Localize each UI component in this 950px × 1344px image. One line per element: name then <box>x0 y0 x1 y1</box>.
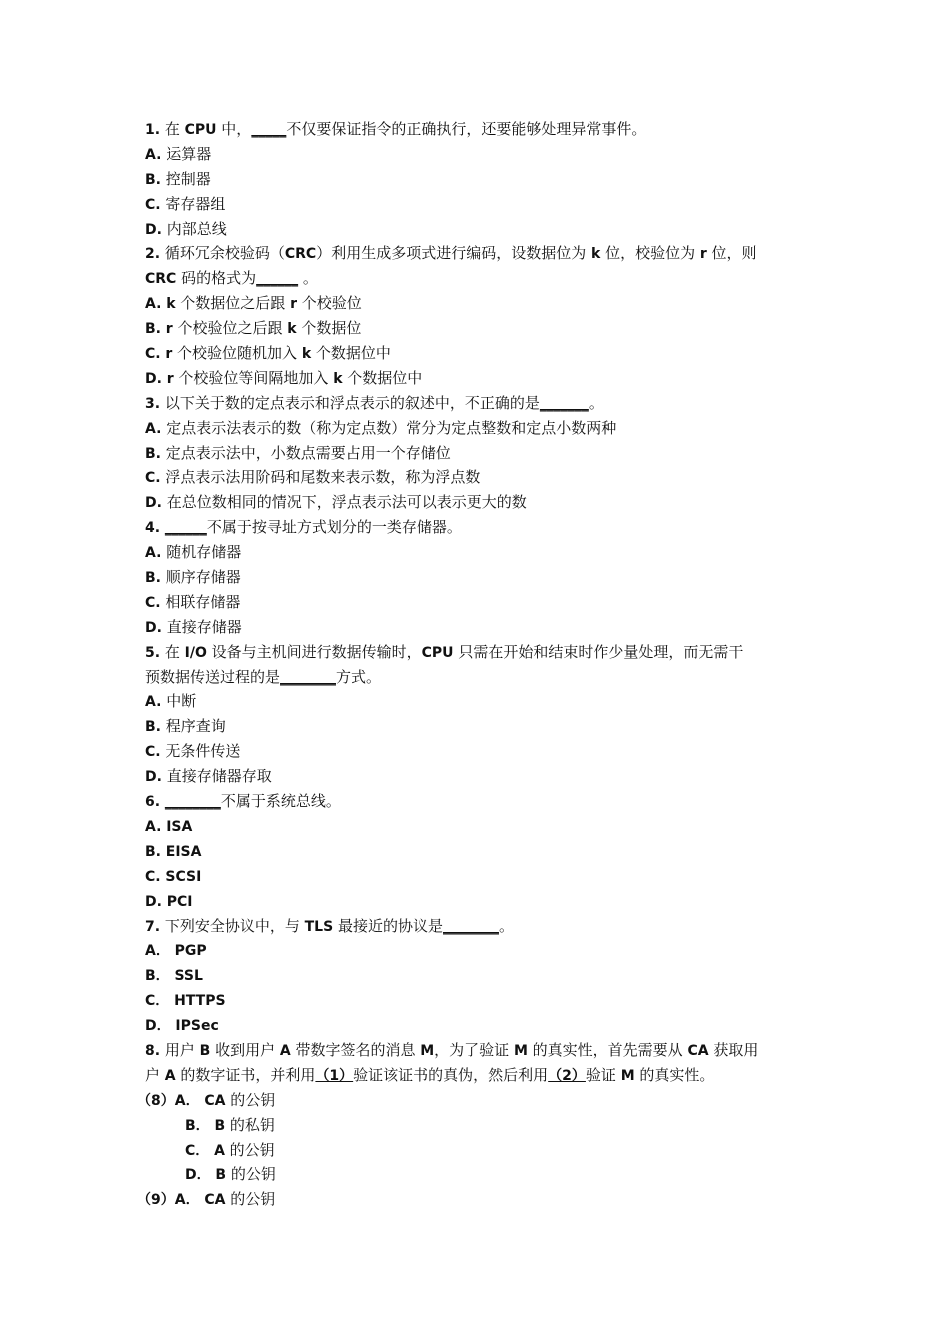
option-letter: B. <box>145 843 161 860</box>
answer-blank: （2） <box>548 1067 586 1084</box>
question-stem-continued <box>145 665 810 690</box>
option-line <box>145 540 810 565</box>
question-stem <box>145 640 810 665</box>
option-letter: A． <box>174 1192 200 1209</box>
question-stem-continued <box>145 266 810 291</box>
text-segment: 的公钥 <box>225 1090 276 1109</box>
option-line <box>145 988 810 1013</box>
option-letter: B. <box>145 445 161 462</box>
option-letter: D． <box>145 1018 171 1035</box>
option-text: 定点表示法中，小数点需要占用一个存储位 <box>165 443 451 462</box>
option-text: 定点表示法表示的数（称为定点数）常分为定点整数和定点小数两种 <box>166 418 617 437</box>
option-letter: C. <box>145 744 161 761</box>
answer-blank: ________ <box>280 669 337 686</box>
text-segment: ，为了验证 <box>434 1040 514 1059</box>
text-segment: A <box>164 1067 176 1084</box>
option-line <box>145 341 810 366</box>
option-letter: B. <box>145 570 161 587</box>
exam-document <box>137 117 810 1212</box>
text-segment: 个数据位 <box>296 319 362 338</box>
text-segment: 收到用户 <box>210 1040 280 1059</box>
text-segment: 个校验位之后跟 <box>172 319 288 338</box>
option-line <box>145 490 810 515</box>
question-number: 8. <box>145 1042 161 1059</box>
option-letter: C. <box>145 346 161 363</box>
option-line <box>145 366 810 391</box>
text-segment: CA <box>204 1192 226 1209</box>
option-letter: D． <box>185 1167 211 1184</box>
option-line <box>145 1013 810 1038</box>
text-segment: 的公钥 <box>224 1140 275 1159</box>
option-line <box>145 565 810 590</box>
option-letter: D. <box>145 619 162 636</box>
option-letter: D. <box>145 893 162 910</box>
option-line <box>145 689 810 714</box>
text-segment: 的私钥 <box>225 1115 275 1134</box>
sub-question-label: （8） <box>137 1092 175 1109</box>
text-segment: 。 <box>588 393 604 412</box>
option-letter: D. <box>145 495 162 512</box>
text-segment: 个数据位之后跟 <box>175 294 291 313</box>
text-segment: 个校验位 <box>296 294 362 313</box>
question-stem <box>145 391 810 416</box>
question-number: 1. <box>145 122 161 138</box>
answer-blank: _____ <box>251 122 287 138</box>
text-segment: k <box>287 321 297 338</box>
text-segment: 在 <box>164 642 185 661</box>
option-text: 随机存储器 <box>166 543 242 562</box>
option-letter: D. <box>145 769 162 786</box>
option-line <box>145 839 810 864</box>
text-segment: CA <box>687 1042 709 1059</box>
option-text: 中断 <box>166 692 197 711</box>
text-segment: 。 <box>498 916 514 935</box>
option-line <box>185 1113 810 1138</box>
text-segment: 用户 <box>164 1040 200 1059</box>
option-text: 内部总线 <box>166 219 227 238</box>
option-text: 相联存储器 <box>165 592 241 611</box>
question-number: 6. <box>145 794 161 811</box>
option-text: 直接存储器 <box>166 617 242 636</box>
question-stem <box>145 1038 810 1063</box>
option-line <box>145 714 810 739</box>
text-segment: M <box>513 1042 528 1059</box>
option-letter: C． <box>185 1142 210 1159</box>
option-line <box>145 316 810 341</box>
option-line <box>145 217 810 242</box>
text-segment: 方式。 <box>336 667 382 686</box>
option-letter: A． <box>174 1092 200 1109</box>
text-segment: B <box>214 1117 226 1134</box>
question-stem-continued <box>145 1063 810 1088</box>
text-segment: 下列安全协议中，与 <box>164 916 305 935</box>
option-letter: A. <box>145 420 162 437</box>
option-line <box>145 192 810 217</box>
option-text: 运算器 <box>166 144 212 163</box>
text-segment: B <box>199 1042 211 1059</box>
text-segment: I/O <box>184 644 207 661</box>
text-segment: r <box>165 346 173 363</box>
option-line <box>145 416 810 441</box>
option-letter: B． <box>185 1117 210 1134</box>
option-letter: B. <box>145 321 161 338</box>
text-segment: 的公钥 <box>226 1165 276 1184</box>
text-segment: B <box>215 1167 227 1184</box>
option-letter: A. <box>145 296 162 313</box>
text-segment: r <box>290 296 297 313</box>
answer-blank: ______ <box>256 271 299 288</box>
text-segment: r <box>699 246 707 263</box>
option-text: 在总位数相同的情况下，浮点表示法可以表示更大的数 <box>166 493 527 512</box>
text-segment: 预数据传送过程的是 <box>145 667 281 686</box>
text-segment: 带数字签名的消息 <box>290 1040 421 1059</box>
option-line <box>145 167 810 192</box>
text-segment: 不属于按寻址方式划分的一类存储器。 <box>206 518 462 537</box>
answer-blank: _______ <box>539 395 589 412</box>
option-line <box>145 764 810 789</box>
question-stem <box>145 789 810 814</box>
option-text: 无条件传送 <box>165 742 241 761</box>
option-line <box>145 739 810 764</box>
text-segment: ISA <box>166 818 193 835</box>
question-number: 3. <box>145 395 161 412</box>
text-segment: 的数字证书，并利用 <box>175 1065 316 1084</box>
option-line <box>145 938 810 963</box>
text-segment: TLS <box>304 918 334 935</box>
option-letter: C． <box>145 993 170 1010</box>
text-segment: 不仅要保证指令的正确执行，还要能够处理异常事件。 <box>286 120 647 138</box>
text-segment: 最接近的协议是 <box>333 916 443 935</box>
question-stem <box>145 515 810 540</box>
text-segment: 户 <box>145 1065 165 1084</box>
text-segment: 不属于系统总线。 <box>220 792 341 811</box>
text-segment: PCI <box>166 893 193 910</box>
option-line <box>145 465 810 490</box>
text-segment: M <box>420 1042 435 1059</box>
option-line <box>185 1162 810 1187</box>
option-line <box>145 889 810 914</box>
option-text: 直接存储器存取 <box>166 767 272 786</box>
text-segment: EISA <box>165 843 202 860</box>
text-segment: 以下关于数的定点表示和浮点表示的叙述中，不正确的是 <box>164 393 540 412</box>
option-text: 控制器 <box>165 169 211 188</box>
text-segment: M <box>620 1067 635 1084</box>
text-segment: 只需在开始和结束时作少量处理，而无需干 <box>453 642 744 661</box>
option-line <box>185 1138 810 1163</box>
option-letter: D. <box>145 370 162 387</box>
text-segment: k <box>333 370 343 387</box>
option-letter: A. <box>145 146 162 163</box>
text-segment: k <box>590 246 601 263</box>
text-segment: 验证该证书的真伪，然后利用 <box>353 1065 549 1084</box>
text-segment: 中， <box>216 120 252 138</box>
option-line <box>145 441 810 466</box>
text-segment: SSL <box>174 968 203 985</box>
text-segment: A <box>214 1142 225 1159</box>
text-segment: 循环冗余校验码（ <box>164 244 285 263</box>
text-segment: HTTPS <box>174 993 226 1010</box>
text-segment: 位，则 <box>706 244 757 263</box>
text-segment: CRC <box>284 246 317 263</box>
text-segment: 位，校验位为 <box>600 244 700 263</box>
option-line <box>145 142 810 167</box>
option-letter: A. <box>145 818 162 835</box>
text-segment: r <box>166 370 174 387</box>
option-text: 程序查询 <box>165 717 226 736</box>
text-segment: ）利用生成多项式进行编码，设数据位为 <box>316 244 591 263</box>
option-line <box>145 615 810 640</box>
option-letter: A． <box>145 943 170 960</box>
option-letter: D. <box>145 221 162 238</box>
question-number: 5. <box>145 644 161 661</box>
question-stem <box>145 117 810 142</box>
text-segment: 获取用 <box>708 1040 759 1059</box>
text-segment: CA <box>204 1092 226 1109</box>
question-number: 2. <box>145 246 161 263</box>
option-letter: C. <box>145 594 161 611</box>
question-stem <box>145 241 810 266</box>
text-segment: 码的格式为 <box>176 269 257 288</box>
text-segment: 验证 <box>585 1065 621 1084</box>
text-segment: CPU <box>184 122 217 138</box>
text-segment: 在 <box>164 120 185 138</box>
option-line <box>137 1187 810 1212</box>
answer-blank: ________ <box>442 918 499 935</box>
text-segment: 个校验位等间隔地加入 <box>173 368 334 387</box>
option-text: 浮点表示法用阶码和尾数来表示数，称为浮点数 <box>165 468 481 487</box>
option-line <box>137 1088 810 1113</box>
text-segment: 的真实性。 <box>634 1065 715 1084</box>
option-line <box>145 864 810 889</box>
option-letter: C. <box>145 470 161 487</box>
text-segment: 个校验位随机加入 <box>172 344 302 363</box>
option-line <box>145 291 810 316</box>
text-segment: 的真实性，首先需要从 <box>527 1040 688 1059</box>
text-segment: 的公钥 <box>225 1190 276 1209</box>
text-segment: A <box>279 1042 291 1059</box>
text-segment: SCSI <box>165 868 202 885</box>
option-letter: A. <box>145 694 162 711</box>
text-segment: 个数据位中 <box>311 344 391 363</box>
option-letter: C. <box>145 868 161 885</box>
text-segment: CRC <box>145 271 177 288</box>
text-segment: PGP <box>174 943 207 960</box>
text-segment: CPU <box>421 644 454 661</box>
text-segment: 个数据位中 <box>342 368 423 387</box>
text-segment: k <box>166 296 176 313</box>
answer-blank: ______ <box>164 520 207 537</box>
option-text: 寄存器组 <box>165 194 226 213</box>
option-text: 顺序存储器 <box>165 568 241 587</box>
text-segment: 。 <box>298 269 318 288</box>
option-line <box>145 963 810 988</box>
text-segment: r <box>165 321 173 338</box>
answer-blank: ________ <box>164 794 221 811</box>
text-segment: 设备与主机间进行数据传输时， <box>206 642 422 661</box>
option-line <box>145 814 810 839</box>
sub-question-label: （9） <box>137 1192 175 1209</box>
option-line <box>145 590 810 615</box>
option-letter: A. <box>145 545 162 562</box>
option-letter: B． <box>145 968 170 985</box>
answer-blank: （1） <box>315 1067 354 1084</box>
question-number: 4. <box>145 520 161 537</box>
question-stem <box>145 914 810 939</box>
option-letter: C. <box>145 196 161 213</box>
text-segment: IPSec <box>175 1018 219 1035</box>
option-letter: B. <box>145 171 161 188</box>
question-number: 7. <box>145 918 161 935</box>
text-segment: k <box>301 346 312 363</box>
option-letter: B. <box>145 719 161 736</box>
